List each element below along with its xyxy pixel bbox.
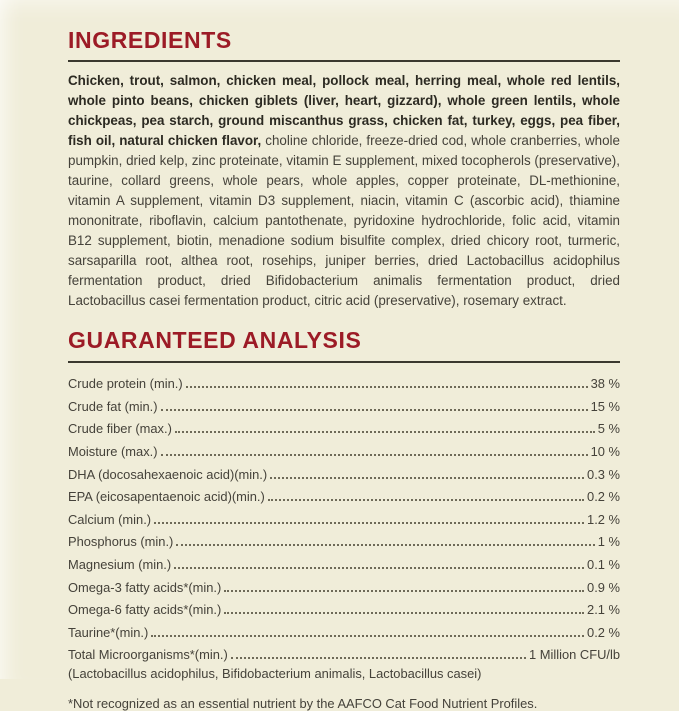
analysis-row bbox=[68, 414, 620, 437]
ingredients-heading: INGREDIENTS bbox=[68, 27, 232, 53]
dot-leader bbox=[224, 590, 584, 592]
analysis-row bbox=[68, 369, 620, 392]
analysis-row-label: Moisture (max.) bbox=[68, 443, 158, 459]
analysis-row-label: Taurine*(min.) bbox=[68, 624, 149, 640]
dot-leader bbox=[151, 635, 584, 637]
analysis-row-label: Total Microorganisms*(min.) bbox=[68, 647, 228, 663]
dot-leader bbox=[161, 454, 588, 456]
analysis-row-value: 0.2 % bbox=[587, 489, 620, 505]
analysis-row bbox=[68, 572, 620, 595]
dot-leader bbox=[174, 567, 584, 569]
guaranteed-analysis-heading: GUARANTEED ANALYSIS bbox=[68, 327, 362, 354]
analysis-row-value: 0.3 % bbox=[587, 466, 620, 482]
analysis-row bbox=[68, 482, 620, 505]
dot-leader bbox=[224, 612, 584, 614]
analysis-row bbox=[68, 640, 620, 663]
ingredients-section bbox=[68, 28, 620, 311]
analysis-row bbox=[68, 391, 620, 414]
guaranteed-analysis-section bbox=[68, 328, 620, 711]
dot-leader bbox=[176, 544, 594, 546]
guaranteed-analysis-heading-rule bbox=[68, 361, 620, 363]
analysis-row bbox=[68, 459, 620, 482]
analysis-row-label: DHA (docosahexaenoic acid)(min.) bbox=[68, 466, 268, 482]
dot-leader bbox=[268, 499, 584, 501]
analysis-table bbox=[68, 369, 620, 663]
analysis-row-value: 0.1 % bbox=[587, 556, 620, 572]
ingredients-primary-list: Chicken, trout, salmon, chicken meal, pollock meal, herring meal, whole red lentils, whole pinto beans, chicken giblets (liver, heart, gizzard), whole green lentils, whole chickpeas, pea starch, ground miscanthus grass, chicken fat, turkey, eggs, pea fiber, fish oil, natural chicken flavor, bbox=[68, 73, 620, 149]
analysis-row-label: EPA (eicosapentaenoic acid)(min.) bbox=[68, 489, 265, 505]
ingredients-secondary-list: choline chloride, freeze-dried cod, whole cranberries, whole pumpkin, dried kelp, zinc proteinate, vitamin E supplement, mixed tocopherols (preservative), taurine, collard greens, whole pears, whole apples, copper proteinate, DL-methionine, vitamin A supplement, vitamin D3 supplement, niacin, vitamin C (ascorbic acid), thiamine mononitrate, riboflavin, calcium pantothenate, pyridoxine hydrochloride, folic acid, vitamin B12 supplement, biotin, menadione sodium bisulfite complex, dried chicory root, turmeric, sarsaparilla root, althea root, rosehips, juniper berries, dried Lactobacillus acidophilus fermentation product, dried Bifidobacterium animalis fermentation product, dried Lactobacillus casei fermentation product, citric acid (preservative), rosemary extract. bbox=[68, 133, 620, 309]
dot-leader bbox=[186, 386, 588, 388]
analysis-row-label: Phosphorus (min.) bbox=[68, 534, 174, 550]
analysis-row-label: Omega-3 fatty acids*(min.) bbox=[68, 579, 222, 595]
analysis-row-value: 38 % bbox=[590, 376, 620, 392]
analysis-row-value: 0.9 % bbox=[587, 579, 620, 595]
ingredients-paragraph bbox=[68, 71, 620, 311]
analysis-row-label: Crude fat (min.) bbox=[68, 398, 158, 414]
analysis-row-value: 1 % bbox=[597, 534, 620, 550]
ingredients-heading-rule bbox=[68, 60, 620, 62]
analysis-row bbox=[68, 504, 620, 527]
analysis-row-value: 15 % bbox=[590, 398, 620, 414]
analysis-row-label: Omega-6 fatty acids*(min.) bbox=[68, 602, 222, 618]
dot-leader bbox=[231, 657, 526, 659]
analysis-row-value: 2.1 % bbox=[587, 602, 620, 618]
analysis-row-label: Magnesium (min.) bbox=[68, 556, 172, 572]
analysis-row bbox=[68, 436, 620, 459]
analysis-row-value: 1.2 % bbox=[587, 511, 620, 527]
dot-leader bbox=[270, 477, 584, 479]
analysis-row-value: 5 % bbox=[597, 421, 620, 437]
analysis-row-value: 10 % bbox=[590, 443, 620, 459]
analysis-row-label: Crude fiber (max.) bbox=[68, 421, 172, 437]
analysis-row-value: 0.2 % bbox=[587, 624, 620, 640]
analysis-row-label: Crude protein (min.) bbox=[68, 376, 183, 392]
analysis-row bbox=[68, 549, 620, 572]
analysis-row-value: 1 Million CFU/lb bbox=[529, 647, 620, 663]
microorganisms-detail: (Lactobacillus acidophilus, Bifidobacterium animalis, Lactobacillus casei) bbox=[68, 666, 482, 682]
analysis-row bbox=[68, 617, 620, 640]
analysis-row-label: Calcium (min.) bbox=[68, 511, 152, 527]
aafco-footnote: *Not recognized as an essential nutrient by the AAFCO Cat Food Nutrient Profiles. bbox=[68, 695, 538, 711]
analysis-row bbox=[68, 595, 620, 618]
dot-leader bbox=[154, 522, 584, 524]
analysis-row bbox=[68, 527, 620, 550]
dot-leader bbox=[175, 431, 595, 433]
dot-leader bbox=[161, 409, 588, 411]
